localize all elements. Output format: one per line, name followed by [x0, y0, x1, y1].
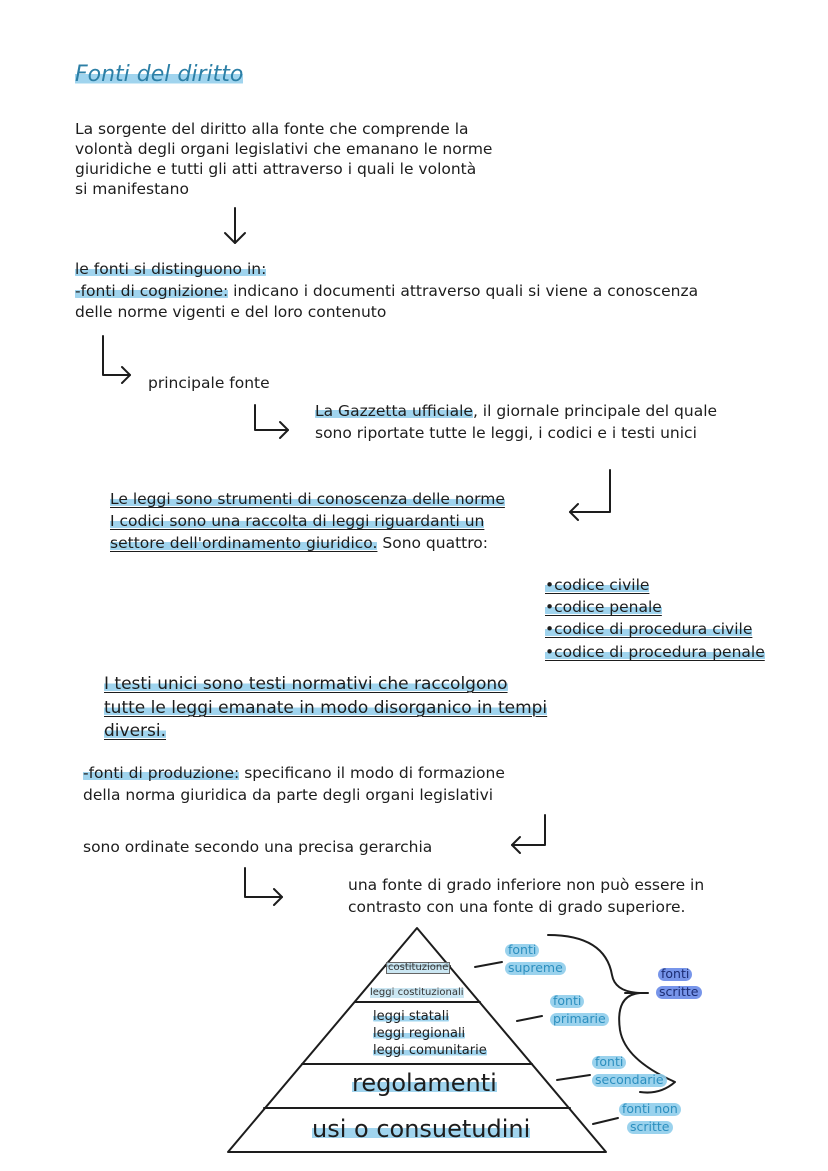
label-supreme-2: supreme [505, 962, 566, 975]
intro-line-3: giuridiche e tutti gli atti attraverso i quali le volontà [75, 160, 477, 178]
regola-line-1: una fonte di grado inferiore non può essere in [348, 876, 705, 894]
leggi-line-3-term: settore dell'ordinamento giuridico. [110, 534, 378, 552]
leggi-line-2: I codici sono una raccolta di leggi riguardanti un [110, 512, 485, 530]
pyramid-leggi-costituzionali: leggi costituzionali [370, 987, 464, 998]
codice-procedura-penale: •codice di procedura penale [545, 643, 765, 661]
label-scritte-2: scritte [656, 986, 702, 999]
gazzetta-rest: , il giornale principale del quale [472, 402, 718, 420]
testi-unici-line-2: tutte le leggi emanate in modo disorganico in tempi [104, 698, 548, 718]
principale-fonte: principale fonte [148, 374, 270, 392]
hook-arrow-icon-3 [245, 868, 282, 905]
intro-line-2: volontà degli organi legislativi che emanano le norme [75, 140, 493, 158]
gazzetta-line-2: sono riportate tutte le leggi, i codici e i testi unici [315, 424, 697, 442]
label-non-scritte-2: scritte [627, 1121, 673, 1134]
pyramid-usi: usi o consuetudini [312, 1115, 531, 1143]
label-primarie-1: fonti [550, 995, 584, 1008]
return-arrow-icon-1 [570, 470, 610, 520]
produzione-line-2: della norma giuridica da parte degli organi legislativi [83, 786, 494, 804]
down-arrow-icon [225, 208, 245, 243]
produzione-term: -fonti di produzione: [83, 764, 240, 782]
pyramid-leggi-comunitarie: leggi comunitarie [373, 1043, 487, 1058]
label-secondarie-1: fonti [592, 1056, 626, 1069]
cognizione-line-2: delle norme vigenti e del loro contenuto [75, 303, 387, 321]
testi-unici-line-1: I testi unici sono testi normativi che raccolgono [104, 674, 508, 694]
testi-unici-line-3: diversi. [104, 721, 167, 741]
label-primarie-2: primarie [550, 1013, 609, 1026]
intro-line-4: si manifestano [75, 180, 189, 198]
return-arrow-icon-2 [512, 815, 545, 853]
cognizione-term: -fonti di cognizione: [75, 282, 229, 300]
hook-arrow-icon-2 [255, 405, 288, 438]
cognizione-rest: indicano i documenti attraverso quali si viene a conoscenza [228, 282, 699, 300]
label-non-scritte-1: fonti non [619, 1103, 681, 1116]
label-secondarie-2: secondarie [592, 1074, 667, 1087]
label-scritte-1: fonti [658, 968, 692, 981]
leggi-line-1: Le leggi sono strumenti di conoscenza delle norme [110, 490, 505, 508]
page-title: Fonti del diritto [75, 62, 244, 87]
codice-civile: •codice civile [545, 576, 650, 594]
label-supreme-1: fonti [505, 944, 539, 957]
pyramid-leggi-regionali: leggi regionali [373, 1026, 466, 1041]
pyramid-regolamenti: regolamenti [352, 1069, 497, 1097]
codice-procedura-civile: •codice di procedura civile [545, 620, 753, 638]
gazzetta-term: La Gazzetta ufficiale [315, 402, 473, 420]
regola-line-2: contrasto con una fonte di grado superiore. [348, 898, 686, 916]
leggi-line-3-rest: Sono quattro: [377, 534, 488, 552]
distinction-heading: le fonti si distinguono in: [75, 260, 267, 278]
intro-line-1: La sorgente del diritto alla fonte che comprende la [75, 120, 469, 138]
pyramid-leggi-statali: leggi statali [373, 1009, 449, 1024]
pyramid-costituzione: costituzione [388, 962, 449, 973]
codice-penale: •codice penale [545, 598, 662, 616]
gerarchia-text: sono ordinate secondo una precisa gerarchia [83, 838, 433, 856]
produzione-rest: specificano il modo di formazione [239, 764, 505, 782]
hook-arrow-icon-1 [103, 336, 130, 383]
